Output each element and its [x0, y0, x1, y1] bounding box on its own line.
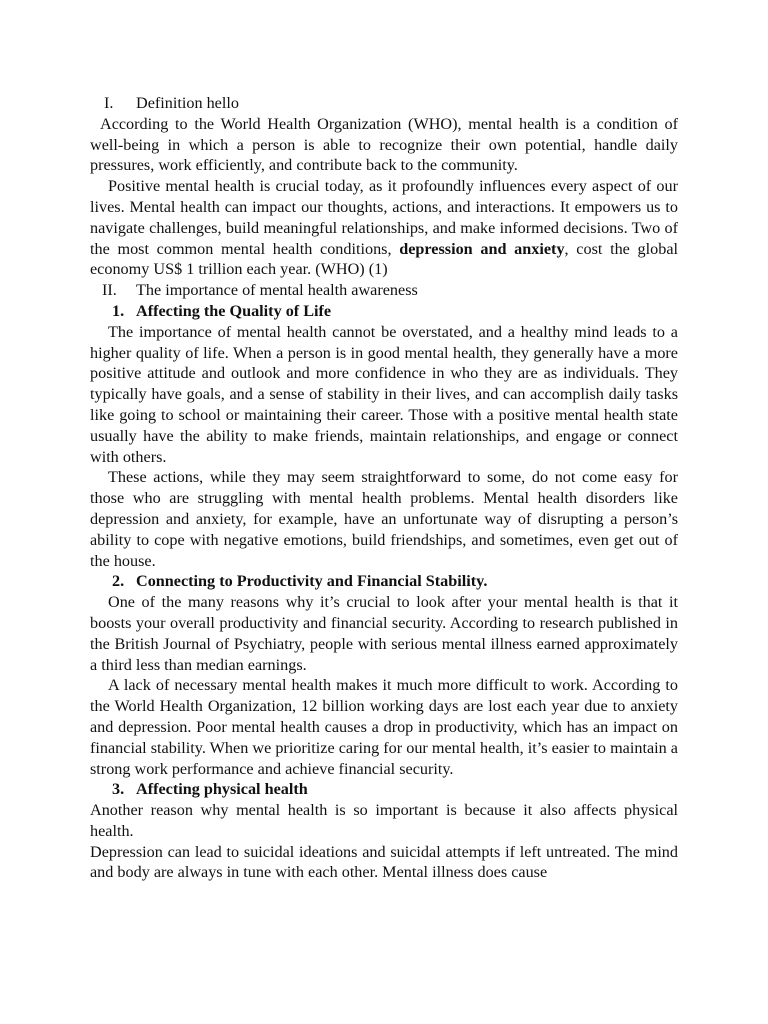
subheading-productivity: 2. Connecting to Productivity and Financial Stability.: [112, 572, 488, 591]
section-title: The importance of mental health awareness: [136, 281, 418, 300]
paragraph: According to the World Health Organization (WHO), mental health is a condition of well-being in which a person is able to recognize their own potential, handle daily pressures, work efficiently, and contribute back to the community.: [90, 114, 678, 175]
paragraph: Depression can lead to suicidal ideations and suicidal attempts if left untreated. The mind and body are always in tune with each other. Mental illness does cause: [90, 842, 678, 882]
paragraph: One of the many reasons why it’s crucial to look after your mental health is that it boosts your overall productivity and financial security. According to research published in the British Journal of Psychiatry, people with serious mental illness earned approximately a third less than median earnings.: [90, 593, 678, 674]
section-title: Definition hello: [136, 94, 239, 112]
section-numeral: I.: [104, 94, 114, 112]
section-numeral: II.: [102, 281, 117, 300]
paragraph: Positive mental health is crucial today, as it profoundly influences every aspect of our lives. Mental health can impact our thoughts, actions, and interactions. It empowers us to navigate challenges, build meaningful relationships, and make informed decisions. Two of the most common mental health conditions, depression and anxiety, cost the global economy US$ 1 trillion each year. (WHO) (1): [90, 177, 679, 279]
section-heading-definition: [90, 93, 678, 114]
paragraph: These actions, while they may seem straightforward to some, do not come easy for those who are struggling with mental health problems. Mental health disorders like depression and anxiety, for example, have an unfortunate way of disrupting a person’s ability to cope with negative emotions, build friendships, and sometimes, even get out of the house.: [90, 468, 678, 570]
paragraph: A lack of necessary mental health makes it much more difficult to work. According to the World Health Organization, 12 billion working days are lost each year due to anxiety and depression. Poor mental health causes a drop in productivity, which has an impact on financial stability. When we prioritize caring for our mental health, it’s easier to maintain a strong work performance and achieve financial security.: [90, 676, 678, 778]
section-heading-importance: [90, 280, 678, 301]
paragraph: Another reason why mental health is so important is because it also affects physical health.: [90, 801, 678, 840]
subheading-quality-of-life: 1. Affecting the Quality of Life: [112, 301, 332, 320]
subheading-physical-health: 3. Affecting physical health: [112, 780, 308, 799]
bold-phrase: depression and anxiety: [399, 239, 565, 258]
paragraph: The importance of mental health cannot be overstated, and a healthy mind leads to a higher quality of life. When a person is in good mental health, they generally have a more positive attitude and outlook and more confidence in who they are as individuals. They typically have goals, and a sense of stability in their lives, and can accomplish daily tasks like going to school or maintaining their career. Those with a positive mental health state usually have the ability to make friends, maintain relationships, and engage or connect with others.: [90, 322, 678, 466]
